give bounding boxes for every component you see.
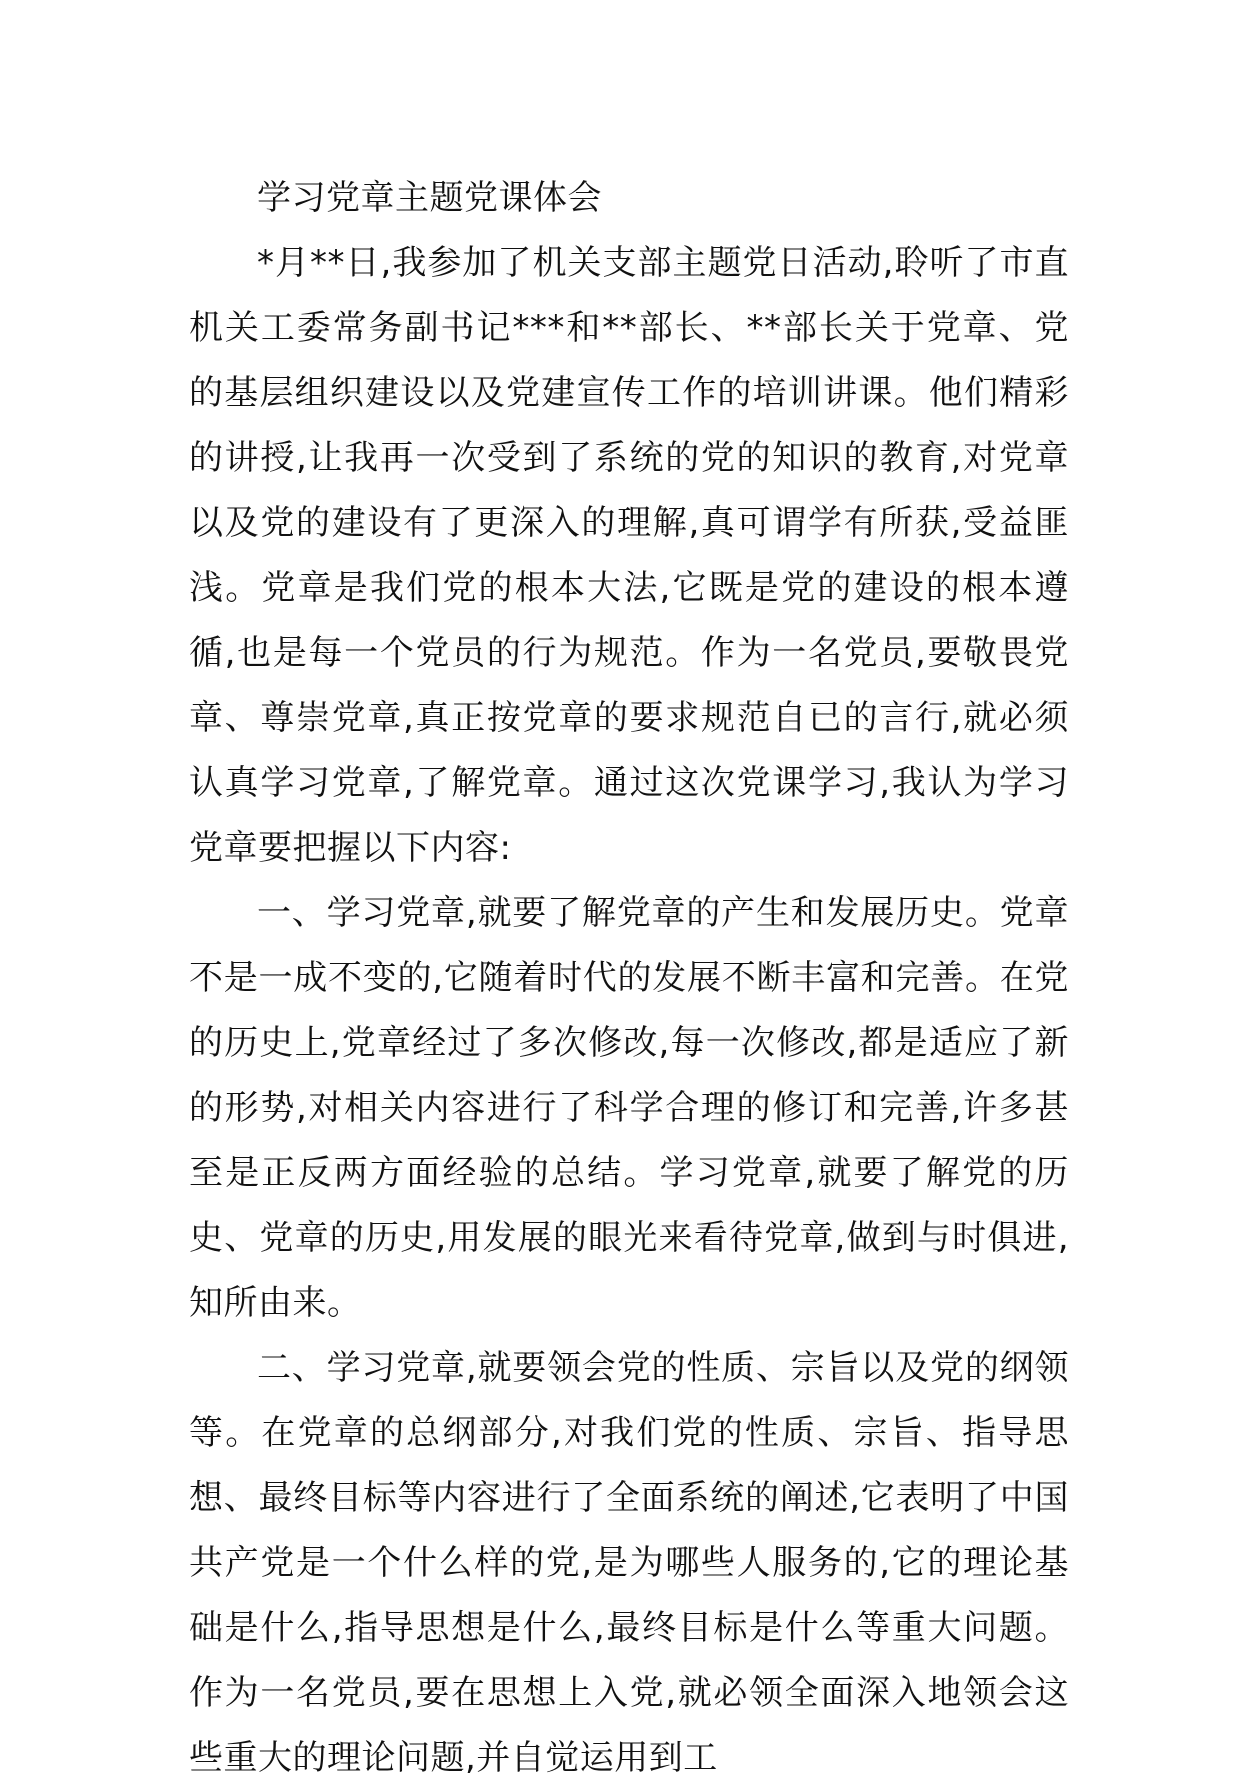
document-title: 学习党章主题党课体会 [257, 178, 602, 218]
paragraph-point-two: 二、学习党章,就要领会党的性质、宗旨以及党的纲领等。在党章的总纲部分,对我们党的性质、宗旨、指导思想、最终目标等内容进行了全面系统的阐述,它表明了中国共产党是一个什么样的党,是为哪些人服务的,它的理论基础是什么,指导思想是什么,最终目标是什么等重大问题。作为一名党员,要在思想上入党,就必领全面深入地领会这些重大的理论问题,并自觉运用到工 [189, 1348, 1069, 1778]
document-body [189, 166, 1069, 1791]
paragraph-point-one: 一、学习党章,就要了解党章的产生和发展历史。党章不是一成不变的,它随着时代的发展不断丰富和完善。在党的历史上,党章经过了多次修改,每一次修改,都是适应了新的形势,对相关内容进行了科学合理的修订和完善,许多甚至是正反两方面经验的总结。学习党章,就要了解党的历史、党章的历史,用发展的眼光来看待党章,做到与时俱进,知所由来。 [189, 893, 1069, 1323]
paragraph-intro: *月**日,我参加了机关支部主题党日活动,聆听了市直机关工委常务副书记***和**部长、**部长关于党章、党的基层组织建设以及党建宣传工作的培训讲课。他们精彩的讲授,让我再一次受到了系统的党的知识的教育,对党章以及党的建设有了更深入的理解,真可谓学有所获,受益匪浅。党章是我们党的根本大法,它既是党的建设的根本遵循,也是每一个党员的行为规范。作为一名党员,要敬畏党章、尊崇党章,真正按党章的要求规范自已的言行,就必须认真学习党章,了解党章。通过这次党课学习,我认为学习党章要把握以下内容: [189, 243, 1069, 868]
